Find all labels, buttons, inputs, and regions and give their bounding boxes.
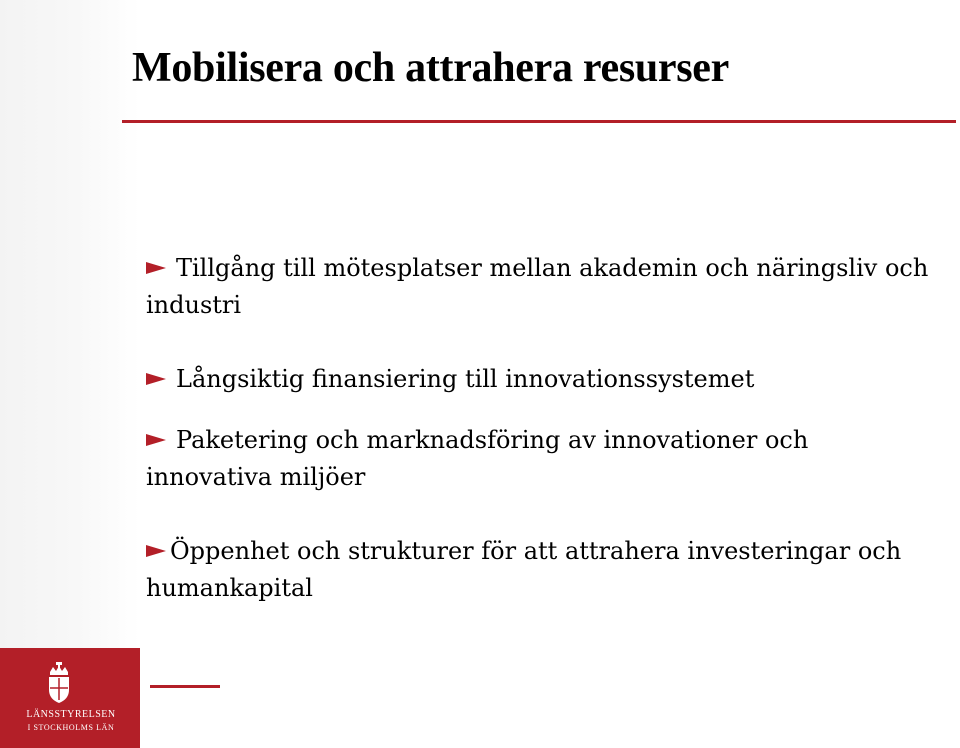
logo-line-2: I STOCKHOLMS LÄN xyxy=(27,723,115,732)
slide-title: Mobilisera och attrahera resurser xyxy=(132,45,729,91)
side-band xyxy=(0,0,140,748)
logo-line-1: LÄNSSTYRELSEN xyxy=(26,709,116,720)
crown-crest-icon xyxy=(44,662,74,704)
logo-text xyxy=(10,708,132,734)
bullet-text-3: Paketering och marknadsföring av innovationer och innovativa miljöer xyxy=(146,426,809,491)
bullet-text-4: Öppenhet och strukturer för att attrahera investeringar och humankapital xyxy=(146,537,902,602)
arrow-bullet-icon xyxy=(146,373,166,385)
arrow-bullet-icon xyxy=(146,262,166,274)
title-divider xyxy=(122,120,956,123)
arrow-bullet-icon xyxy=(146,434,166,446)
bullet-text-1: Tillgång till mötesplatser mellan akademin och näringsliv och industri xyxy=(146,254,929,319)
arrow-bullet-icon xyxy=(146,545,166,557)
bullet-item-3 xyxy=(146,422,936,496)
bullet-item-4 xyxy=(146,533,936,607)
footer-divider xyxy=(150,685,220,688)
bullet-text-2: Långsiktig finansiering till innovationssystemet xyxy=(176,365,755,393)
bullet-item-2 xyxy=(146,361,936,398)
bullet-item-1 xyxy=(146,250,936,324)
